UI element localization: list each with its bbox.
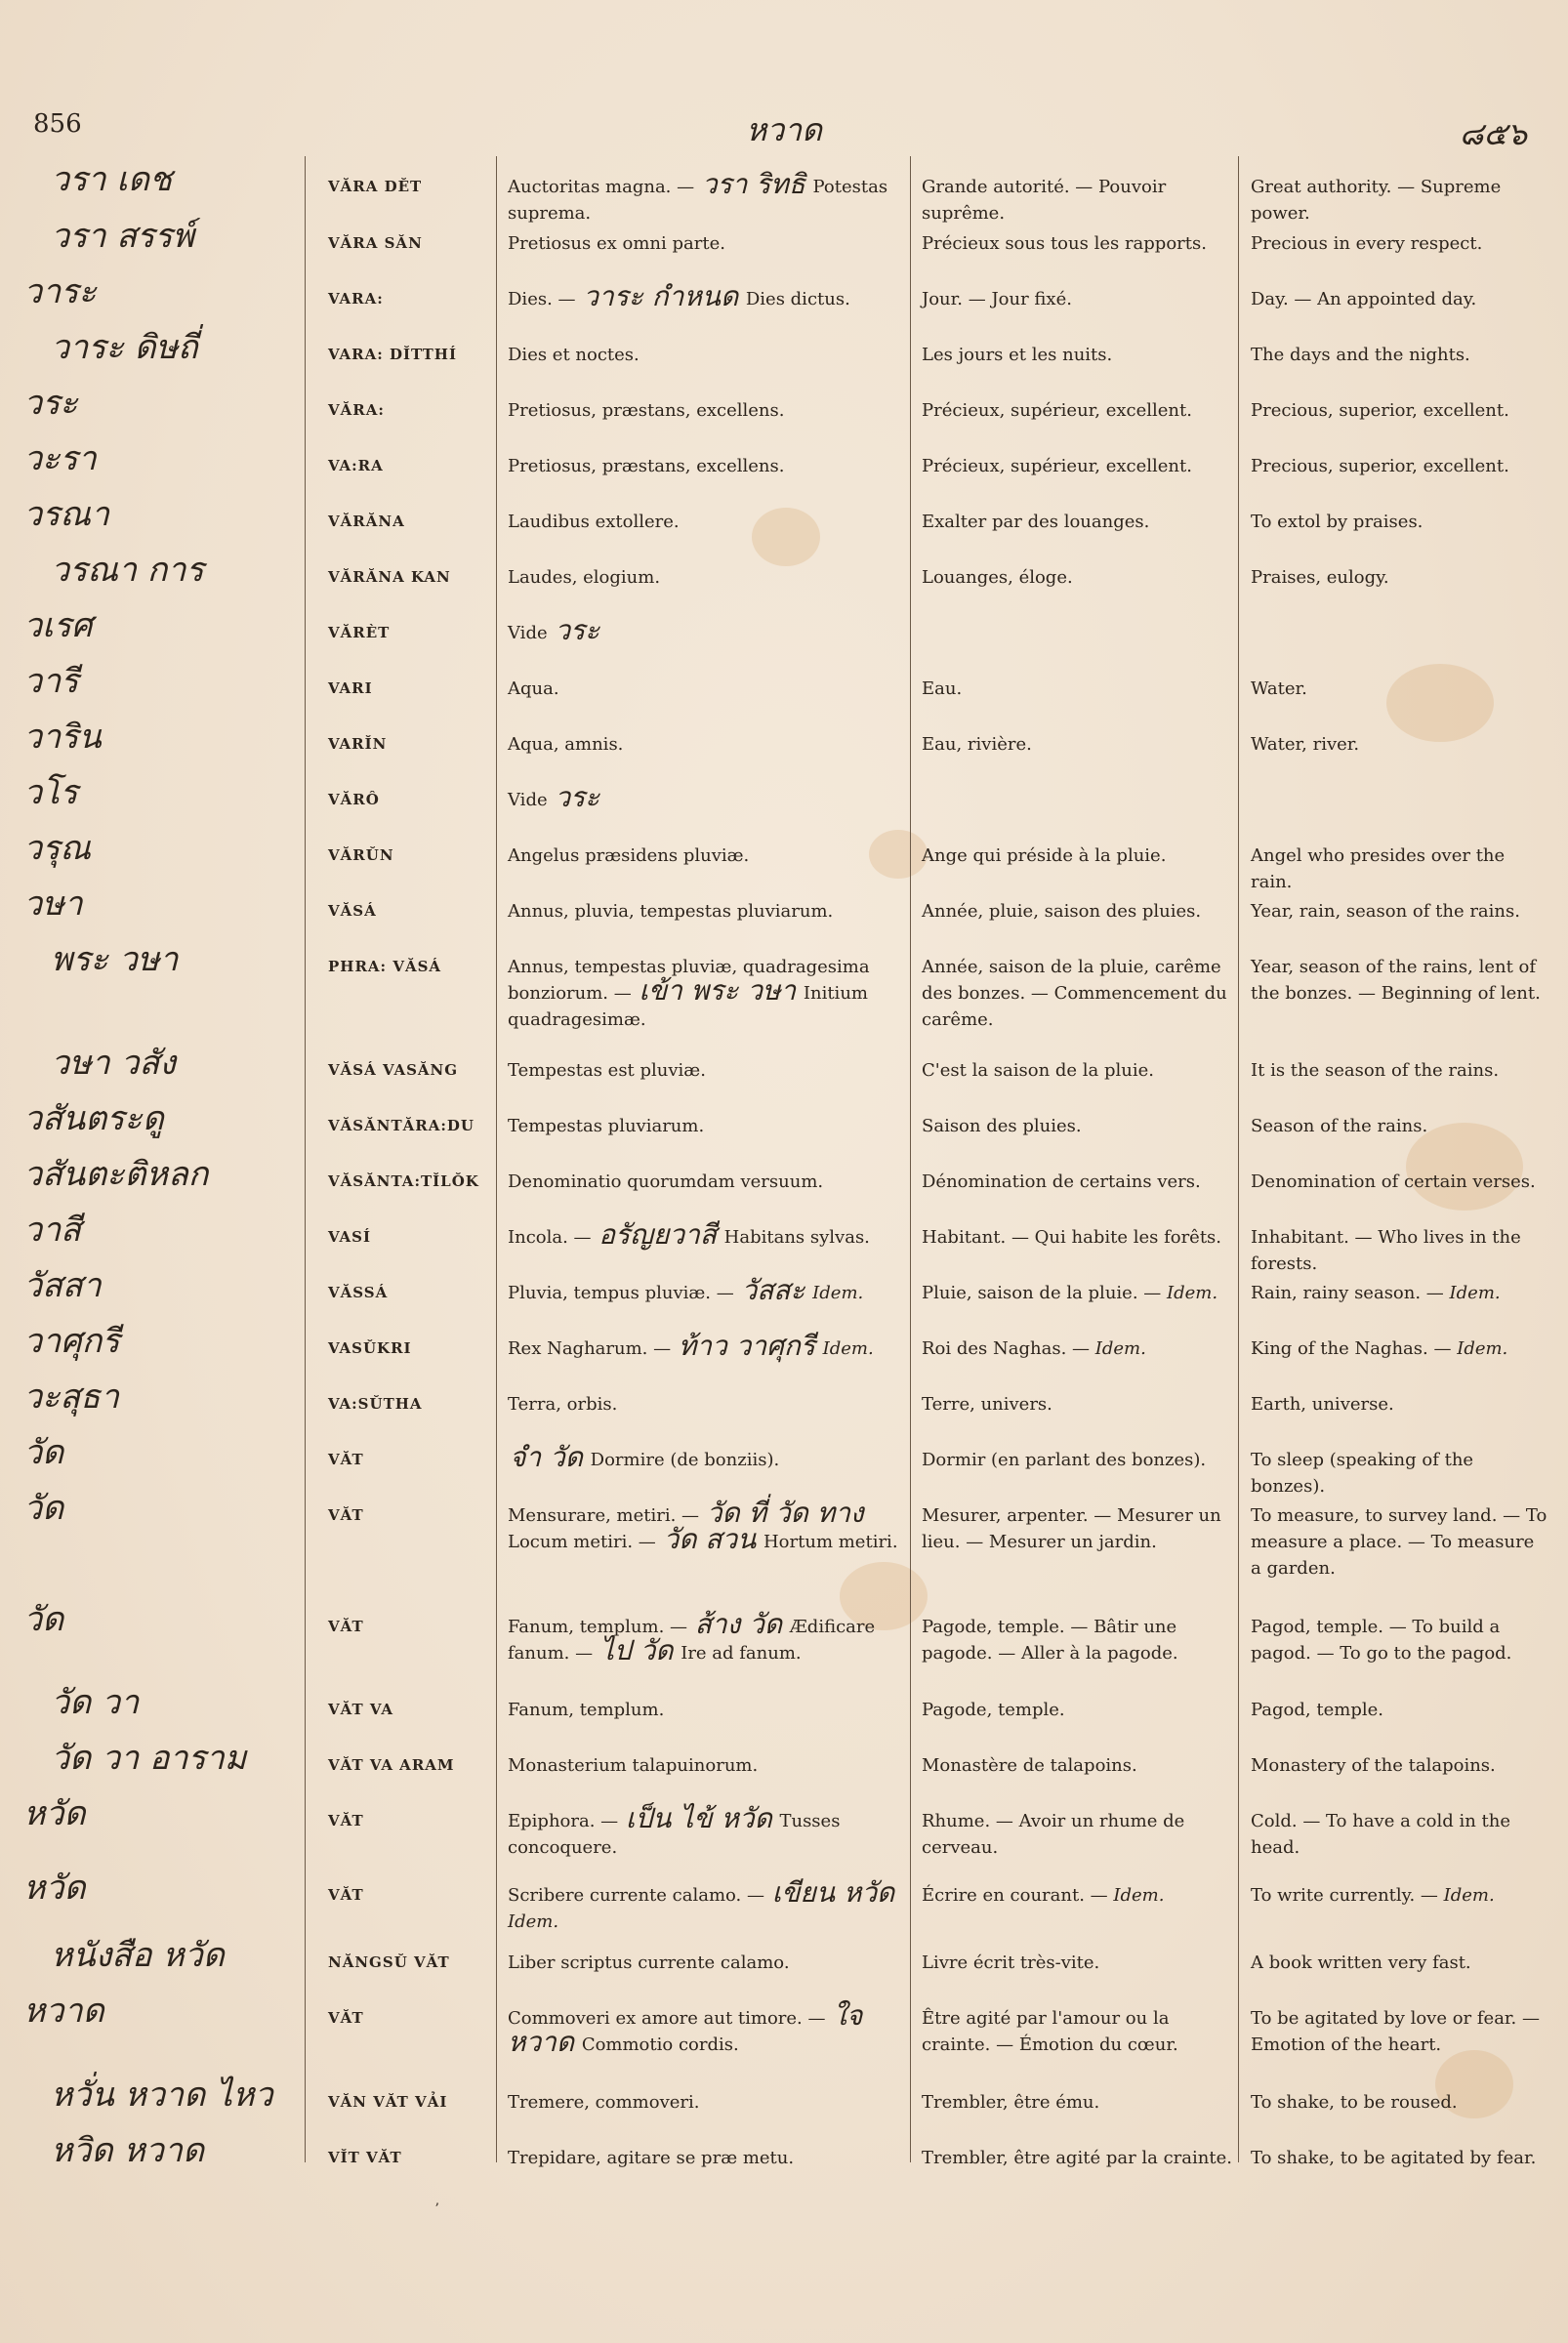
text-segment: Aqua, amnis.	[508, 734, 624, 755]
latin-definition	[508, 1218, 900, 1251]
text-segment: Terra, orbis.	[508, 1394, 618, 1415]
text-segment: Hortum metiri.	[758, 1532, 898, 1552]
french-definition	[922, 676, 1236, 702]
text-segment: Habitant. — Qui habite les forêts.	[922, 1227, 1222, 1248]
text-segment: Denominatio quorumdam versuum.	[508, 1172, 824, 1192]
latin-definition	[508, 2089, 900, 2116]
latin-definition	[508, 1497, 900, 1555]
romanization: NĂNGSŬ VĂT	[328, 1953, 450, 1971]
text-segment: Water.	[1251, 678, 1307, 699]
thai-headword: หวั่น หวาด ไหว	[51, 2076, 273, 2115]
text-segment: Tempestas est pluviæ.	[508, 1060, 706, 1081]
text-segment: Pagod, temple. — To build a pagod. — To go to the pagod.	[1251, 1617, 1512, 1664]
thai-phrase: วัด ที่ วัด ทาง	[706, 1497, 864, 1529]
text-segment: To extol by praises.	[1251, 512, 1424, 532]
french-definition	[922, 843, 1236, 869]
text-segment: Être agité par l'amour ou la crainte. — Émotion du cœur.	[922, 2008, 1178, 2055]
thai-headword: วระ	[23, 384, 78, 423]
english-definition	[1251, 230, 1549, 257]
french-definition	[922, 453, 1236, 479]
text-segment: Trembler, être agité par la crainte.	[922, 2148, 1232, 2168]
text-segment: Année, saison de la pluie, carême des bonzes. — Commencement du carême.	[922, 957, 1227, 1030]
thai-headword: วษา วสัง	[51, 1044, 176, 1083]
text-segment: Exalter par des louanges.	[922, 512, 1150, 532]
text-segment: Terre, univers.	[922, 1394, 1052, 1415]
thai-headword: วัด วา อาราม	[51, 1739, 247, 1778]
text-segment: Pretiosus, præstans, excellens.	[508, 400, 785, 421]
romanization: VĂSĂNTA:TĬLŎK	[328, 1172, 479, 1190]
thai-headword: พระ วษา	[51, 940, 179, 979]
text-segment: Year, rain, season of the rains.	[1251, 901, 1520, 922]
latin-definition	[508, 1876, 900, 1935]
text-segment: Rex Nagharum. —	[508, 1338, 677, 1359]
text-segment: Dormire (de bonziis).	[584, 1450, 780, 1470]
latin-definition	[508, 1441, 900, 1473]
english-definition	[1251, 898, 1549, 925]
text-segment: Earth, universe.	[1251, 1394, 1394, 1415]
thai-headword: หวัด	[23, 1794, 86, 1833]
romanization: VĂT	[328, 1812, 364, 1829]
text-segment: Précieux, supérieur, excellent.	[922, 400, 1192, 421]
text-segment: To shake, to be agitated by fear.	[1251, 2148, 1537, 2168]
french-definition	[922, 230, 1236, 257]
text-segment: Liber scriptus currente calamo.	[508, 1952, 790, 1973]
column-divider	[1238, 156, 1239, 2162]
column-divider	[496, 156, 497, 2162]
text-segment: To shake, to be roused.	[1251, 2092, 1458, 2113]
english-definition	[1251, 397, 1549, 424]
text-segment: Rain, rainy season. —	[1251, 1283, 1450, 1303]
romanization: VĂRĂNA KAN	[328, 568, 451, 586]
page-mark: ʼ	[434, 2201, 439, 2217]
romanization: VĂSSÁ	[328, 1284, 389, 1301]
text-segment: Louanges, éloge.	[922, 567, 1073, 588]
romanization: VĂT VA	[328, 1701, 393, 1718]
thai-headword: วสันตระดู	[23, 1099, 164, 1138]
column-divider	[910, 156, 911, 2162]
latin-definition	[508, 168, 900, 226]
latin-definition	[508, 564, 900, 591]
text-segment: Angel who presides over the rain.	[1251, 845, 1506, 892]
latin-definition	[508, 898, 900, 925]
english-definition	[1251, 2089, 1549, 2116]
text-segment: Epiphora. —	[508, 1811, 624, 1831]
latin-definition	[508, 1999, 900, 2058]
english-definition	[1251, 1614, 1549, 1666]
thai-headword: วรณา	[23, 495, 109, 534]
text-segment: Mensurare, metiri. —	[508, 1505, 705, 1526]
latin-definition	[508, 1113, 900, 1139]
text-segment: Roi des Naghas. —	[922, 1338, 1095, 1359]
thai-headword: วรณา การ	[51, 551, 204, 590]
french-definition	[922, 174, 1236, 226]
romanization: VĂRĂNA	[328, 513, 405, 530]
french-definition	[922, 898, 1236, 925]
text-segment: Initium quadragesimæ.	[508, 983, 868, 1030]
romanization: VARI	[328, 679, 373, 697]
text-segment: Dies et noctes.	[508, 345, 640, 365]
thai-headword: วัด วา	[51, 1683, 140, 1722]
italic-text: Idem.	[1449, 1283, 1501, 1303]
text-segment: Annus, tempestas pluviæ, quadragesima bonziorum. —	[508, 957, 870, 1004]
text-segment: Aqua.	[508, 678, 559, 699]
text-segment: Precious, superior, excellent.	[1251, 456, 1509, 476]
italic-text: Idem.	[508, 1911, 559, 1932]
italic-text: Idem.	[1113, 1885, 1165, 1906]
text-segment: To measure, to survey land. — To measure a place. — To measure a garden.	[1251, 1505, 1547, 1579]
latin-definition	[508, 1391, 900, 1418]
romanization: VARA: DĬTTHÍ	[328, 346, 457, 363]
text-segment: Trepidare, agitare se præ metu.	[508, 2148, 795, 2168]
text-segment: Dénomination de certains vers.	[922, 1172, 1201, 1192]
romanization: VĂSÁ VASĂNG	[328, 1061, 459, 1079]
romanization: VĬT VĂT	[328, 2149, 402, 2166]
thai-headword: วโร	[23, 773, 78, 812]
thai-headword: วะรา	[23, 439, 97, 478]
english-definition	[1251, 453, 1549, 479]
text-segment: A book written very fast.	[1251, 1952, 1471, 1973]
french-definition	[922, 731, 1236, 758]
romanization: VARĬN	[328, 735, 388, 753]
french-definition	[922, 1502, 1236, 1555]
french-definition	[922, 397, 1236, 424]
english-definition	[1251, 676, 1549, 702]
latin-definition	[508, 342, 900, 368]
text-segment: King of the Naghas. —	[1251, 1338, 1458, 1359]
text-segment: Écrire en courant. —	[922, 1885, 1114, 1906]
english-definition	[1251, 1113, 1549, 1139]
thai-phrase: วาระ กำหนด	[583, 280, 739, 312]
text-segment: Denomination of certain verses.	[1251, 1172, 1536, 1192]
french-definition	[922, 1950, 1236, 1976]
thai-headword: วาระ ดิษถี่	[51, 328, 198, 367]
text-segment: Monastery of the talapoins.	[1251, 1755, 1496, 1776]
text-segment: Ædificare fanum. —	[508, 1617, 876, 1664]
french-definition	[922, 564, 1236, 591]
romanization: VĂN VĂT VẢI	[328, 2093, 448, 2111]
french-definition	[922, 1336, 1236, 1362]
text-segment: Pagode, temple.	[922, 1700, 1065, 1720]
text-segment: Locum metiri. —	[508, 1532, 662, 1552]
text-segment: Livre écrit très-vite.	[922, 1952, 1100, 1973]
english-definition	[1251, 1280, 1549, 1306]
thai-headword: หวาด	[23, 1992, 104, 2031]
text-segment: Fanum, templum.	[508, 1700, 665, 1720]
romanization: VĂT	[328, 2009, 364, 2027]
romanization: VĂRA DĔT	[328, 178, 423, 195]
french-definition	[922, 1057, 1236, 1084]
english-definition	[1251, 731, 1549, 758]
french-definition	[922, 286, 1236, 312]
text-segment: Pluie, saison de la pluie. —	[922, 1283, 1167, 1303]
romanization: VĂT	[328, 1618, 364, 1635]
text-segment: Monastère de talapoins.	[922, 1755, 1137, 1776]
english-definition	[1251, 1224, 1549, 1277]
english-definition	[1251, 1697, 1549, 1723]
text-segment: Praises, eulogy.	[1251, 567, 1389, 588]
text-segment: Habitans sylvas.	[718, 1227, 870, 1248]
thai-headword: หนังสือ หวัด	[51, 1936, 225, 1975]
text-segment: Incola. —	[508, 1227, 598, 1248]
text-segment: Pagod, temple.	[1251, 1700, 1383, 1720]
latin-definition	[508, 1608, 900, 1666]
romanization: VĂRŬN	[328, 846, 394, 864]
text-segment: Precious, superior, excellent.	[1251, 400, 1509, 421]
french-definition	[922, 509, 1236, 535]
english-definition	[1251, 843, 1549, 895]
text-segment: Laudibus extollere.	[508, 512, 680, 532]
column-divider	[305, 156, 306, 2162]
italic-text: Idem.	[812, 1283, 864, 1303]
romanization: VĂRÔ	[328, 791, 380, 808]
english-definition	[1251, 954, 1549, 1007]
romanization: VĂRA:	[328, 401, 385, 419]
thai-headword: วเรศ	[23, 606, 93, 645]
thai-phrase: ไป วัด	[599, 1634, 674, 1666]
english-definition	[1251, 2145, 1549, 2171]
text-segment: Day. — An appointed day.	[1251, 289, 1477, 309]
text-segment: Monasterium talapuinorum.	[508, 1755, 759, 1776]
romanization: VĂRA SĂN	[328, 234, 423, 252]
italic-text: Idem.	[822, 1338, 874, 1359]
text-segment: Auctoritas magna. —	[508, 177, 700, 197]
latin-definition	[508, 453, 900, 479]
text-segment: Fanum, templum. —	[508, 1617, 693, 1637]
english-definition	[1251, 564, 1549, 591]
latin-definition	[508, 1950, 900, 1976]
italic-text: Idem.	[1443, 1885, 1495, 1906]
french-definition	[922, 1697, 1236, 1723]
romanization: VĂSĂNTĂRA:DU	[328, 1117, 475, 1134]
english-definition	[1251, 286, 1549, 312]
text-segment: Ire ad fanum.	[675, 1643, 802, 1664]
latin-definition	[508, 954, 900, 1033]
text-segment: Great authority. — Supreme power.	[1251, 177, 1502, 224]
page-number-left: 856	[33, 109, 82, 139]
text-segment: Ange qui préside à la pluie.	[922, 845, 1167, 866]
french-definition	[922, 2145, 1236, 2171]
page-title: หวาด	[746, 111, 822, 148]
latin-definition	[508, 397, 900, 424]
text-segment: Precious in every respect.	[1251, 233, 1483, 254]
latin-definition	[508, 614, 900, 646]
thai-headword: วะสุธา	[23, 1377, 119, 1417]
text-segment: Saison des pluies.	[922, 1116, 1082, 1136]
latin-definition	[508, 280, 900, 312]
thai-phrase: ใจ หวาด	[508, 1999, 863, 2058]
french-definition	[922, 1882, 1236, 1909]
text-segment: Dies. —	[508, 289, 582, 309]
text-segment: Dies dictus.	[740, 289, 850, 309]
thai-phrase: เข้า พระ วษา	[639, 974, 797, 1007]
french-definition	[922, 1280, 1236, 1306]
italic-text: Idem.	[1457, 1338, 1508, 1359]
romanization: VĂT VA ARAM	[328, 1756, 455, 1774]
text-segment: Annus, pluvia, tempestas pluviarum.	[508, 901, 834, 922]
latin-definition	[508, 781, 900, 813]
romanization: VASÍ	[328, 1228, 371, 1246]
text-segment: Eau.	[922, 678, 963, 699]
french-definition	[922, 2089, 1236, 2116]
english-definition	[1251, 342, 1549, 368]
text-segment: C'est la saison de la pluie.	[922, 1060, 1154, 1081]
french-definition	[922, 954, 1236, 1033]
text-segment: Season of the rains.	[1251, 1116, 1428, 1136]
romanization: VASŬKRI	[328, 1339, 412, 1357]
latin-definition	[508, 843, 900, 869]
thai-phrase: อรัญยวาสี	[598, 1218, 717, 1251]
romanization: VĂRÈT	[328, 624, 391, 641]
text-segment: Scribere currente calamo. —	[508, 1885, 770, 1906]
romanization: VA:RA	[328, 457, 384, 474]
text-segment: To sleep (speaking of the bonzes).	[1251, 1450, 1474, 1497]
latin-definition	[508, 2145, 900, 2171]
text-segment: Angelus præsidens pluviæ.	[508, 845, 750, 866]
text-segment: Grande autorité. — Pouvoir suprême.	[922, 177, 1167, 224]
text-segment: The days and the nights.	[1251, 345, 1470, 365]
thai-headword: วัด	[23, 1489, 64, 1528]
english-definition	[1251, 1447, 1549, 1500]
romanization: PHRA: VĂSÁ	[328, 958, 442, 975]
thai-headword: วรา สรรพ์	[51, 217, 194, 256]
text-segment: Tempestas pluviarum.	[508, 1116, 705, 1136]
thai-headword: วัสสา	[23, 1266, 102, 1305]
english-definition	[1251, 1057, 1549, 1084]
text-segment: Tusses concoquere.	[508, 1811, 841, 1858]
french-definition	[922, 1169, 1236, 1195]
text-segment: Vide	[508, 623, 554, 643]
text-segment: Année, pluie, saison des pluies.	[922, 901, 1202, 922]
italic-text: Idem.	[1094, 1338, 1146, 1359]
text-segment: Cold. — To have a cold in the head.	[1251, 1811, 1511, 1858]
text-segment: Précieux, supérieur, excellent.	[922, 456, 1192, 476]
english-definition	[1251, 1808, 1549, 1861]
latin-definition	[508, 1802, 900, 1861]
thai-phrase: ส้าง วัด	[694, 1608, 783, 1640]
text-segment: Les jours et les nuits.	[922, 345, 1113, 365]
text-segment: Pretiosus ex omni parte.	[508, 233, 725, 254]
text-segment: Mesurer, arpenter. — Mesurer un lieu. — Mesurer un jardin.	[922, 1505, 1221, 1552]
thai-phrase: วัด สวน	[663, 1523, 757, 1555]
thai-phrase: วระ	[555, 614, 600, 646]
thai-headword: วัด	[23, 1600, 64, 1639]
text-segment: To be agitated by love or fear. — Emotion of the heart.	[1251, 2008, 1540, 2055]
text-segment: Pluvia, tempus pluviæ. —	[508, 1283, 740, 1303]
thai-headword: วรุณ	[23, 829, 91, 868]
text-segment: Commotio cordis.	[576, 2035, 739, 2055]
text-segment: Rhume. — Avoir un rhume de cerveau.	[922, 1811, 1185, 1858]
thai-headword: หวิด หวาด	[51, 2131, 205, 2170]
latin-definition	[508, 1330, 900, 1362]
latin-definition	[508, 1752, 900, 1779]
thai-phrase: เขียน หวัด	[771, 1876, 895, 1909]
thai-phrase: เป็น ไข้ หวัด	[625, 1802, 772, 1834]
english-definition	[1251, 1502, 1549, 1582]
latin-definition	[508, 1274, 900, 1306]
text-segment: It is the season of the rains.	[1251, 1060, 1500, 1081]
text-segment: Dormir (en parlant des bonzes).	[922, 1450, 1207, 1470]
latin-definition	[508, 1697, 900, 1723]
romanization: VĂT	[328, 1506, 364, 1524]
text-segment: Potestas suprema.	[508, 177, 888, 224]
french-definition	[922, 1391, 1236, 1418]
latin-definition	[508, 731, 900, 758]
text-segment: Inhabitant. — Who lives in the forests.	[1251, 1227, 1521, 1274]
latin-definition	[508, 1057, 900, 1084]
french-definition	[922, 1447, 1236, 1473]
english-definition	[1251, 1752, 1549, 1779]
latin-definition	[508, 230, 900, 257]
french-definition	[922, 1752, 1236, 1779]
text-segment: Vide	[508, 790, 554, 810]
romanization: VĂSÁ	[328, 902, 377, 920]
thai-phrase: วระ	[555, 781, 600, 813]
latin-definition	[508, 1169, 900, 1195]
italic-text: Idem.	[1166, 1283, 1218, 1303]
text-segment: Pagode, temple. — Bâtir une pagode. — Aller à la pagode.	[922, 1617, 1178, 1664]
english-definition	[1251, 1882, 1549, 1909]
page-number-right: ๘๕๖	[1459, 115, 1527, 152]
text-segment: Water, river.	[1251, 734, 1360, 755]
thai-headword: วสันตะติหลก	[23, 1155, 209, 1194]
english-definition	[1251, 1391, 1549, 1418]
text-segment: Pretiosus, præstans, excellens.	[508, 456, 785, 476]
english-definition	[1251, 1336, 1549, 1362]
english-definition	[1251, 1950, 1549, 1976]
thai-headword: วษา	[23, 884, 83, 924]
french-definition	[922, 1224, 1236, 1251]
english-definition	[1251, 174, 1549, 226]
text-segment: Précieux sous tous les rapports.	[922, 233, 1207, 254]
thai-headword: วาระ	[23, 272, 97, 311]
thai-phrase: วัสสะ	[741, 1274, 805, 1306]
text-segment: Tremere, commoveri.	[508, 2092, 700, 2113]
romanization: VARA:	[328, 290, 384, 308]
english-definition	[1251, 1169, 1549, 1195]
text-segment: Year, season of the rains, lent of the bonzes. — Beginning of lent.	[1251, 957, 1541, 1004]
french-definition	[922, 1614, 1236, 1666]
text-segment: Eau, rivière.	[922, 734, 1032, 755]
text-segment: Trembler, être ému.	[922, 2092, 1100, 2113]
thai-phrase: จำ วัด	[510, 1441, 583, 1473]
thai-headword: วารี	[23, 662, 79, 701]
text-segment: Laudes, elogium.	[508, 567, 661, 588]
thai-headword: วัด	[23, 1433, 64, 1472]
french-definition	[922, 1808, 1236, 1861]
thai-headword: วาศุกรี	[23, 1322, 120, 1361]
text-segment: Jour. — Jour fixé.	[922, 289, 1072, 309]
thai-phrase: ท้าว วาศุกรี	[678, 1330, 815, 1362]
thai-headword: วาริน	[23, 718, 102, 757]
text-segment: To write currently. —	[1251, 1885, 1444, 1906]
french-definition	[922, 1113, 1236, 1139]
english-definition	[1251, 2005, 1549, 2058]
romanization: VA:SŬTHA	[328, 1395, 423, 1413]
text-segment: Commoveri ex amore aut timore. —	[508, 2008, 832, 2029]
latin-definition	[508, 509, 900, 535]
romanization: VĂT	[328, 1451, 364, 1468]
thai-headword: หวัด	[23, 1869, 86, 1908]
thai-headword: วรา เดช	[51, 160, 173, 199]
french-definition	[922, 342, 1236, 368]
latin-definition	[508, 676, 900, 702]
thai-phrase: วรา ริทธิ	[701, 168, 805, 200]
romanization: VĂT	[328, 1886, 364, 1904]
thai-headword: วาสี	[23, 1211, 81, 1250]
english-definition	[1251, 509, 1549, 535]
french-definition	[922, 2005, 1236, 2058]
